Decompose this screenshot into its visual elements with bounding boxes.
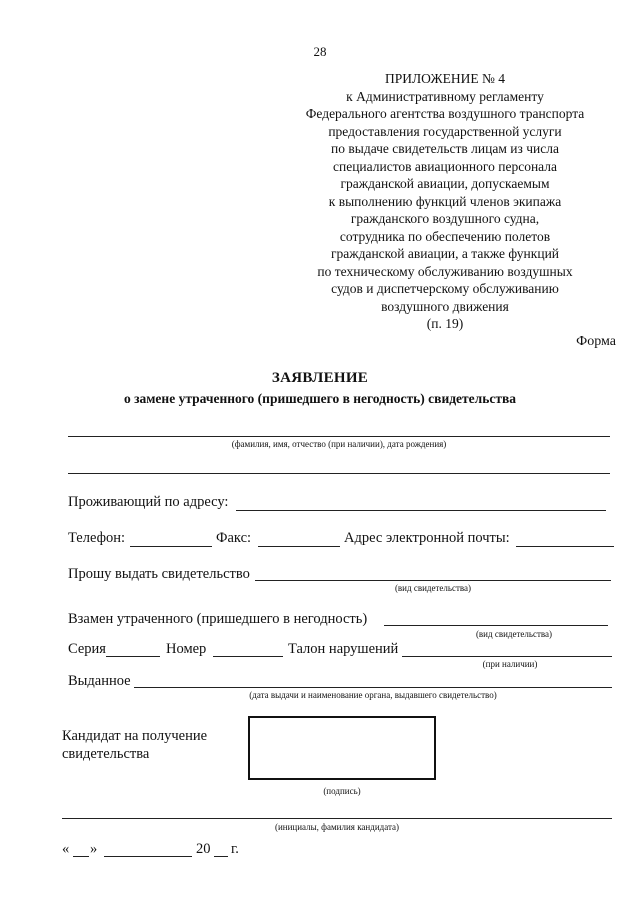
- request-input-line[interactable]: [255, 580, 611, 581]
- phone-input-line[interactable]: [130, 546, 212, 547]
- appendix-line: по выдаче свидетельств лицам из числа: [331, 141, 559, 156]
- request-label: Прошу выдать свидетельство: [68, 566, 250, 582]
- signature-hint: (подпись): [323, 786, 361, 796]
- date-close-quote: »: [90, 841, 98, 857]
- appendix-line: предоставления государственной услуги: [328, 123, 562, 139]
- phone-label: Телефон:: [68, 530, 126, 546]
- series-input-line[interactable]: [106, 656, 160, 657]
- appendix-line: воздушного движения: [381, 298, 509, 314]
- candidate-label-line1: Кандидат на получение: [62, 728, 208, 744]
- date-open-quote: «: [62, 841, 70, 857]
- number-input-line[interactable]: [213, 656, 283, 657]
- address-label: Проживающий по адресу:: [68, 494, 229, 510]
- document-subtitle: о замене утраченного (пришедшего в негодность) свидетельства: [123, 391, 517, 406]
- date-year-suffix: г.: [231, 841, 239, 857]
- appendix-line: Федерального агентства воздушного транспорта: [305, 106, 585, 121]
- signature-box[interactable]: [248, 716, 436, 780]
- appendix-line: по техническому обслуживанию воздушных: [317, 263, 573, 279]
- appendix-line: сотрудника по обеспечению полетов: [339, 228, 551, 244]
- appendix-header: [280, 70, 610, 333]
- fio-second-line[interactable]: [68, 473, 610, 474]
- issued-input-line[interactable]: [134, 687, 612, 688]
- request-hint: (вид свидетельства): [394, 583, 472, 593]
- appendix-line: судов и диспетчерскому обслуживанию: [331, 281, 559, 296]
- appendix-line: к выполнению функций членов экипажа: [328, 193, 562, 209]
- appendix-line: гражданской авиации, допускаемым: [340, 176, 550, 191]
- fax-label: Факс:: [216, 530, 252, 546]
- email-label: Адрес электронной почты:: [344, 530, 510, 546]
- fio-input-line[interactable]: [68, 436, 610, 437]
- appendix-line: ПРИЛОЖЕНИЕ № 4: [384, 71, 506, 86]
- date-month-line[interactable]: [104, 856, 192, 857]
- form-label: Форма: [576, 334, 616, 349]
- fax-input-line[interactable]: [258, 546, 340, 547]
- fio-hint: (фамилия, имя, отчество (при наличии), дата рождения): [231, 439, 447, 449]
- replace-hint: (вид свидетельства): [475, 629, 553, 639]
- initials-input-line[interactable]: [62, 818, 612, 819]
- replace-input-line[interactable]: [384, 625, 608, 626]
- document-title: ЗАЯВЛЕНИЕ: [271, 370, 369, 386]
- candidate-label-line2: свидетельства: [62, 746, 150, 762]
- date-day-line[interactable]: [73, 856, 89, 857]
- address-input-line[interactable]: [236, 510, 606, 511]
- email-input-line[interactable]: [516, 546, 614, 547]
- talon-input-line[interactable]: [402, 656, 612, 657]
- talon-hint: (при наличии): [482, 659, 538, 669]
- date-year-line[interactable]: [214, 856, 228, 857]
- appendix-line: гражданской авиации, а также функций: [330, 246, 560, 261]
- talon-label: Талон нарушений: [288, 641, 399, 657]
- replace-label: Взамен утраченного (пришедшего в негодность): [68, 611, 368, 627]
- appendix-line: гражданского воздушного судна,: [350, 211, 540, 226]
- date-year-prefix: 20: [196, 841, 211, 857]
- initials-hint: (инициалы, фамилия кандидата): [274, 822, 400, 832]
- appendix-line: к Административному регламенту: [346, 88, 544, 104]
- issued-label: Выданное: [68, 673, 131, 689]
- page-number: 28: [313, 44, 327, 59]
- appendix-line: (п. 19): [426, 316, 464, 331]
- series-label: Серия: [68, 641, 106, 657]
- appendix-line: специалистов авиационного персонала: [332, 158, 558, 174]
- issued-hint: (дата выдачи и наименование органа, выдавшего свидетельство): [249, 690, 497, 700]
- number-label: Номер: [166, 641, 207, 657]
